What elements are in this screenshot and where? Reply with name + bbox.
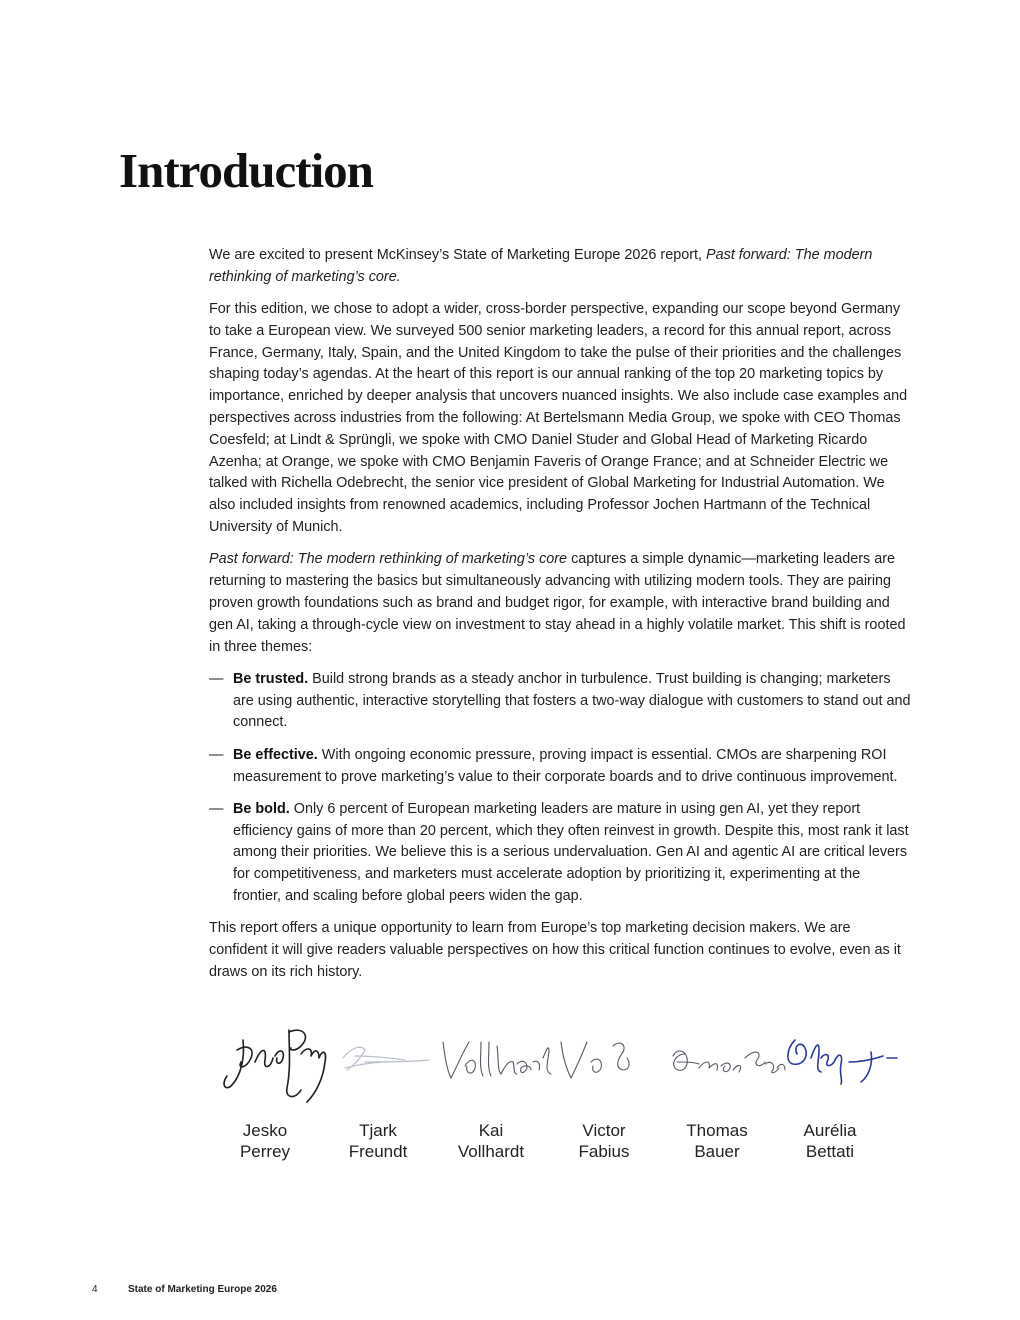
themes-list [209, 669, 911, 908]
author-name: Jesko Perrey [239, 1121, 291, 1161]
intro-paragraph-3: Past forward: The modern rethinking of marketing’s core captures a simple dynamic—marketing leaders are returning to mastering the basics but simultaneously advancing with utilizing modern tools. They are pairing proven growth foundations such as brand and budget rigor, for example, with interactive brand building and gen AI, taking a through-cycle view on investment to stay ahead in a highly volatile market. This shift is rooted in three themes: [209, 551, 906, 655]
author-name: Thomas Bauer [686, 1121, 748, 1161]
theme-item: — Be bold. Only 6 percent of European marketing leaders are mature in using gen AI, yet they report efficiency gains of more than 20 percent, which they often reinvest in growth. Despite this, most rank it last among their priorities. We believe this is a serious undervaluation. Gen AI and agentic AI are critical levers for competitiveness, and marketers must accelerate adoption by prioritizing it, experimenting at the frontier, and scaling before global peers widen the gap. [209, 800, 909, 905]
theme-heading: Be effective. [233, 746, 318, 763]
theme-heading: Be bold. [233, 800, 290, 817]
signature-victor-fabius [673, 1051, 785, 1073]
page-number: 4 [92, 1284, 98, 1295]
signatures [215, 1018, 905, 1106]
page-footer [92, 1284, 277, 1295]
page-title: Introduction [119, 143, 373, 198]
report-title-italic: Past forward: The modern rethinking of marketing’s core [209, 551, 568, 568]
footer-doc-title: State of Marketing Europe 2026 [128, 1284, 277, 1295]
signature-jesko-perrey [224, 1030, 326, 1102]
signature-thomas-bauer [788, 1040, 897, 1084]
author-name: Aurélia Bettati [803, 1121, 857, 1161]
theme-item: — Be trusted. Build strong brands as a steady anchor in turbulence. Trust building is changing; marketers are using authentic, interactive storytelling that fosters a two-way dialogue with customers to stand out and connect. [209, 670, 911, 731]
author-name: Tjark Freundt [348, 1121, 408, 1161]
author-name: Kai Vollhardt [457, 1121, 525, 1161]
intro-paragraph-1: We are excited to present McKinsey’s State of Marketing Europe 2026 report, Past forward: The modern rethinking of marketing’s core. [209, 247, 873, 285]
intro-paragraph-2: For this edition, we chose to adopt a wider, cross-border perspective, expanding our scope beyond Germany to take a European view. We surveyed 500 senior marketing leaders, a record for this annual report, across France, Germany, Italy, Spain, and the United Kingdom to take the pulse of their priorities and the challenges shaping today’s agendas. At the heart of this report is our annual ranking of the top 20 marketing topics by importance, enriched by deeper analysis that uncovers nuanced insights. We also include case examples and perspectives across industries from the following: At Bertelsmann Media Group, we spoke with CEO Thomas Coesfeld; at Lindt & Sprüngli, we spoke with CMO Daniel Studer and Global Head of Marketing Ricardo Azenha; at Orange, we spoke with CMO Benjamin Faveris of Orange France; and at Schneider Electric we talked with Richella Odebrecht, the senior vice president of Global Marketing for Industrial Automation. We also included insights from renowned academics, including Professor Jochen Hartmann of the Technical University of Munich. [209, 301, 908, 536]
report-title-italic: Past forward: The modern rethinking of marketing’s core. [209, 247, 873, 285]
intro-body [209, 245, 911, 994]
dash-bullet: — [209, 746, 224, 763]
intro-paragraph-4: This report offers a unique opportunity to learn from Europe’s top marketing decision makers. We are confident it will give readers valuable perspectives on how this critical function continues to evolve, even as it draws on its rich history. [209, 920, 901, 980]
theme-heading: Be trusted. [233, 670, 309, 687]
dash-bullet: — [209, 800, 224, 817]
signature-tjark-freundt [343, 1047, 429, 1070]
signature-kai-vollhardt [443, 1042, 629, 1078]
author-names [208, 1120, 888, 1170]
author-name: Victor Fabius [578, 1121, 630, 1161]
dash-bullet: — [209, 670, 224, 687]
theme-item: — Be effective. With ongoing economic pressure, proving impact is essential. CMOs are sharpening ROI measurement to prove marketing’s value to their corporate boards and to drive continuous improvement. [209, 746, 898, 785]
signature-strip [215, 1018, 905, 1106]
